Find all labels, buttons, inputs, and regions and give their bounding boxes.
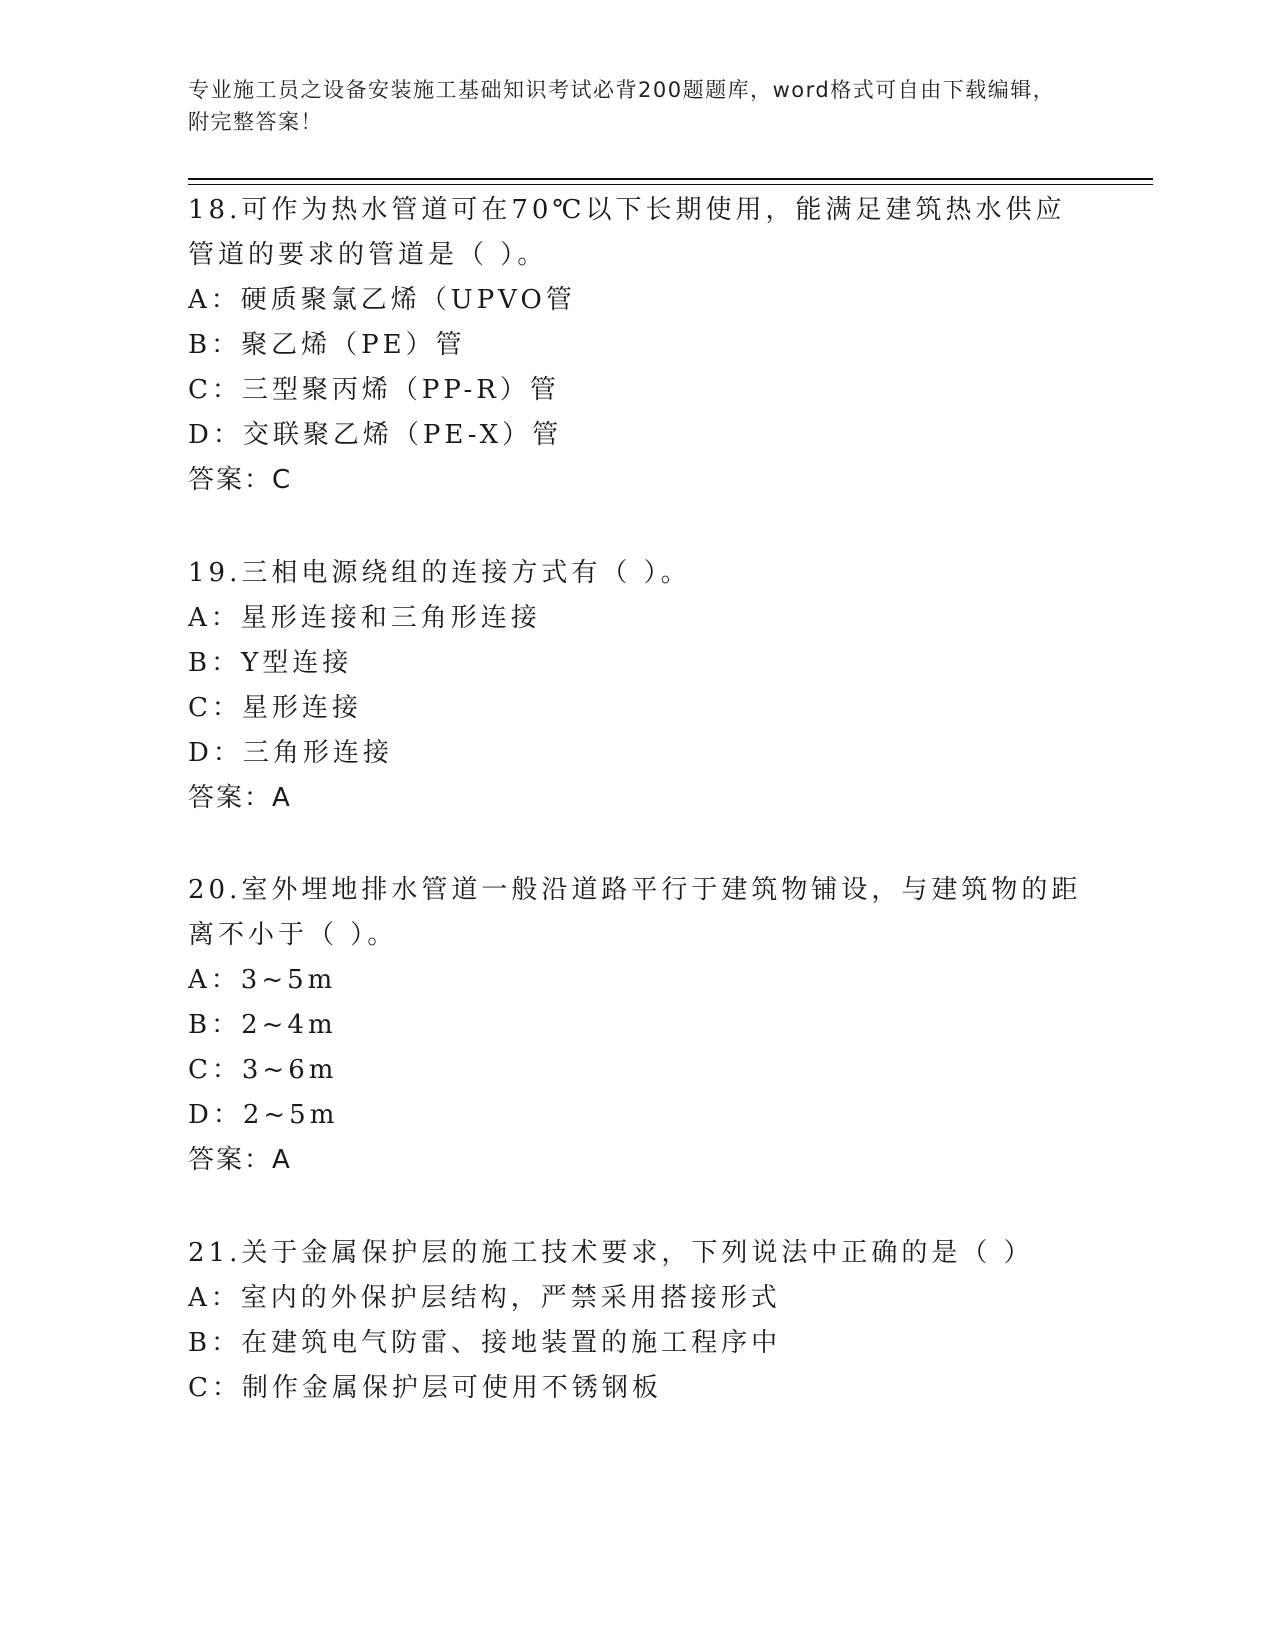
question-stem: 21.关于金属保护层的施工技术要求，下列说法中正确的是（ ） [188,1238,1034,1268]
option-d: D：2~5m [188,1100,339,1130]
option-a: A：星形连接和三角形连接 [188,603,541,633]
option-b: B：聚乙烯（PE）管 [188,330,466,360]
option-d: D：三角形连接 [188,738,393,768]
option-c: C：制作金属保护层可使用不锈钢板 [188,1373,662,1403]
document-header: 专业施工员之设备安装施工基础知识考试必背200题题库，word格式可自由下载编辑，附完整答案！ [188,78,1056,134]
option-c: C：三型聚丙烯（PP-R）管 [188,375,560,405]
option-b: B：2~4m [188,1010,337,1040]
option-c: C：星形连接 [188,693,362,723]
question-21 [188,1231,1088,1411]
option-a: A：室内的外保护层结构，严禁采用搭接形式 [188,1283,781,1313]
answer: 答案：C [188,465,293,495]
answer: 答案：A [188,1145,292,1175]
option-b: B：在建筑电气防雷、接地装置的施工程序中 [188,1328,782,1358]
question-stem: 20.室外埋地排水管道一般沿道路平行于建筑物铺设，与建筑物的距离不小于（ ）。 [188,875,1082,950]
option-c: C：3~6m [188,1055,338,1085]
question-stem: 18.可作为热水管道可在70℃以下长期使用，能满足建筑热水供应管道的要求的管道是（ ）。 [188,195,1066,270]
option-d: D：交联聚乙烯（PE-X）管 [188,420,563,450]
question-18 [188,188,1088,503]
option-a: A：硬质聚氯乙烯（UPVO管 [188,285,576,315]
answer: 答案：A [188,783,292,813]
question-19 [188,551,1088,821]
question-stem: 19.三相电源绕组的连接方式有（ ）。 [188,558,691,588]
header-divider-thick [188,178,1153,180]
question-20 [188,868,1088,1183]
option-b: B：Y型连接 [188,648,353,678]
option-a: A：3~5m [188,965,337,995]
header-divider-thin [188,184,1153,185]
